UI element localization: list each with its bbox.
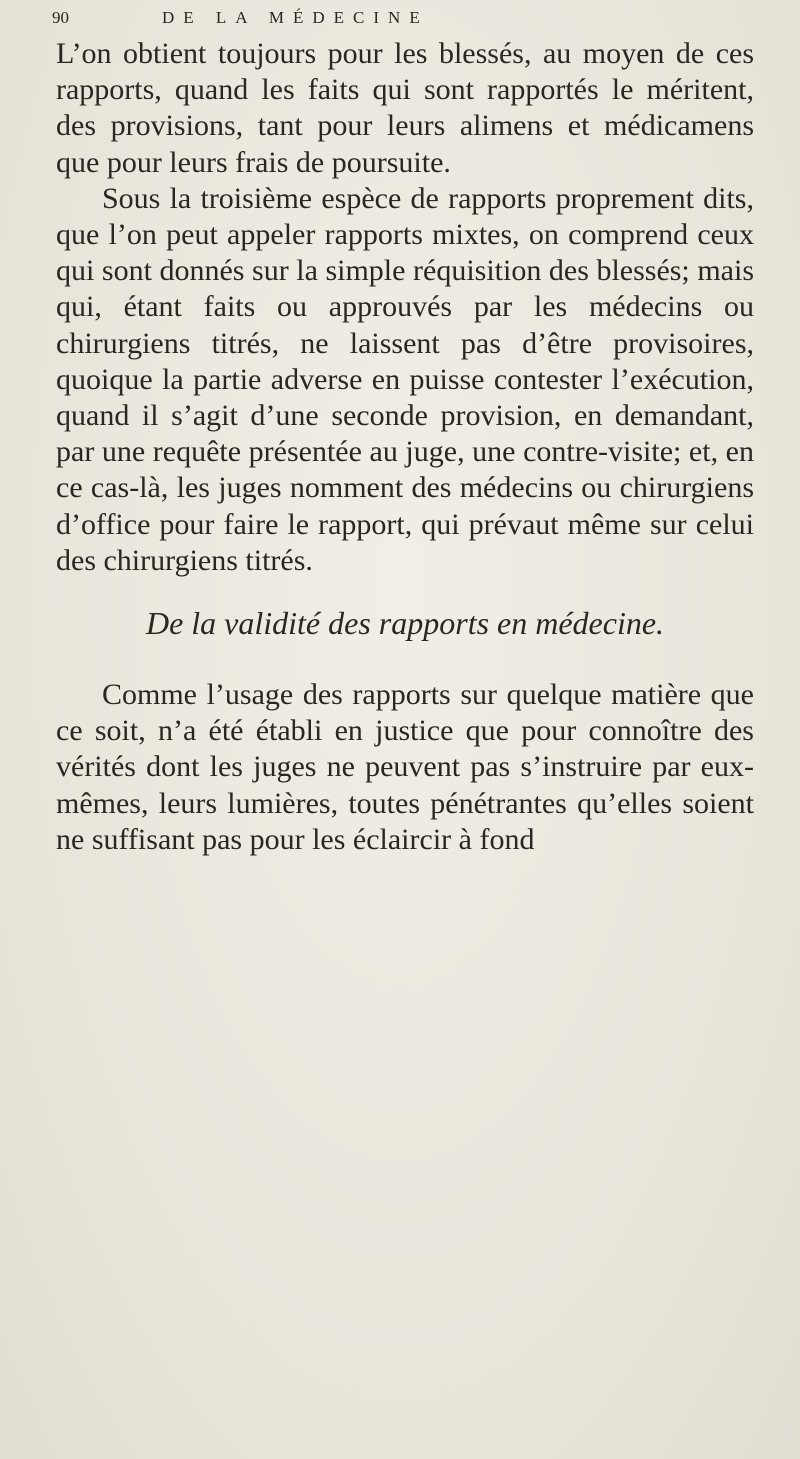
paragraph-mixed-reports: Sous la troisième espèce de rapports proprement dits, que l’on peut appeler rapports mixtes, on comprend ceux qui sont donnés sur la simple réquisition des blessés; mais qui, étant faits ou approuvés par les médecins ou chirurgiens titrés, ne laissent pas d’être provisoires, quoique la partie adverse en puisse contester l’exécution, quand il s’agit d’une seconde provision, en demandant, par une requête présentée au juge, une contre-visite; et, en ce cas-là, les juges nomment des médecins ou chirurgiens d’office pour faire le rapport, qui prévaut même sur celui des chirurgiens titrés.	[56, 181, 754, 577]
page-body	[56, 36, 754, 858]
section-title: De la validité des rapports en médecine.	[145, 605, 665, 642]
running-header	[52, 8, 752, 32]
page-number: 90	[52, 8, 69, 27]
running-title: DE LA MÉDECINE	[162, 8, 429, 27]
paragraph-validity: Comme l’usage des rapports sur quelque matière que ce soit, n’a été établi en justice que pour connoître des vérités dont les juges ne peuvent pas s’instruire par eux-mêmes, leurs lumières, toutes pénétrantes qu’elles soient ne suffisant pas pour les éclaircir à fond	[56, 678, 754, 856]
paragraph-continued: L’on obtient toujours pour les blessés, au moyen de ces rapports, quand les faits qui sont rapportés le méritent, des provisions, tant pour leurs alimens et médicamens que pour leurs frais de poursuite.	[56, 37, 754, 179]
